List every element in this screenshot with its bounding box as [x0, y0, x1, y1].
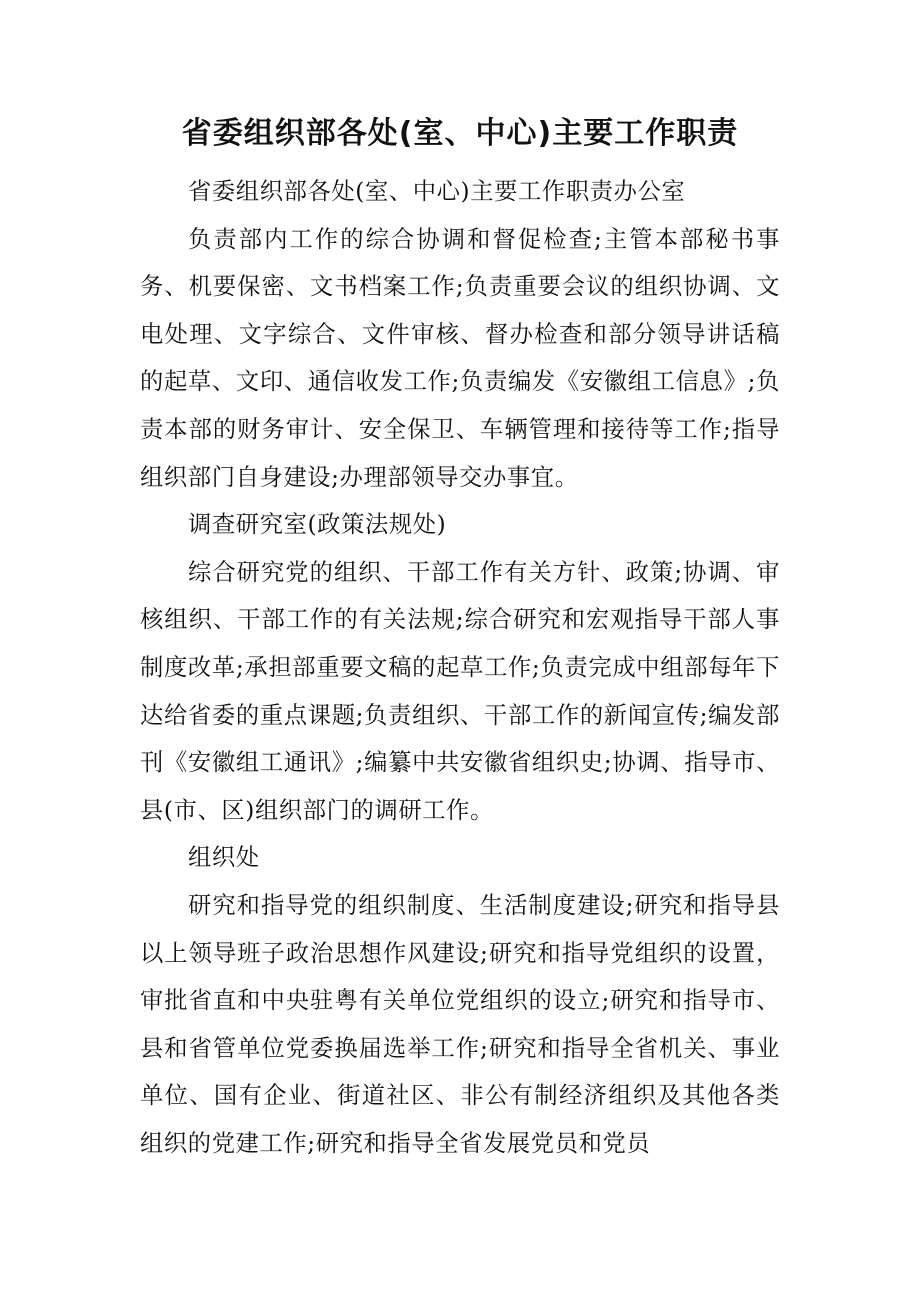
- paragraph-office-duties: 负责部内工作的综合协调和督促检查;主管本部秘书事务、机要保密、文书档案工作;负责重要会议的组织协调、文电处理、文字综合、文件审核、督办检查和部分领导讲话稿的起草、文印、通信收发工作;负责编发《安徽组工信息》;负责本部的财务审计、安全保卫、车辆管理和接待等工作;指导组织部门自身建设;办理部领导交办事宜。: [140, 225, 780, 491]
- section-heading-organization-division: 组织处: [188, 844, 260, 872]
- paragraph-organization-duties: 研究和指导党的组织制度、生活制度建设;研究和指导县以上领导班子政治思想作风建设;研究和指导党组织的设置，审批省直和中央驻粤有关单位党组织的设立;研究和指导市、县和省管单位党委换届选举工作;研究和指导全省机关、事业单位、国有企业、街道社区、非公有制经济组织及其他各类组织的党建工作;研究和指导全省发展党员和党员: [140, 891, 780, 1157]
- paragraph-research-duties: 综合研究党的组织、干部工作有关方针、政策;协调、审核组织、干部工作的有关法规;综合研究和宏观指导干部人事制度改革;承担部重要文稿的起草工作;负责完成中组部每年下达给省委的重点课题;负责组织、干部工作的新闻宣传;编发部刊《安徽组工通讯》;编纂中共安徽省组织史;协调、指导市、县(市、区)组织部门的调研工作。: [140, 558, 780, 824]
- section-heading-research-office: 调查研究室(政策法规处): [188, 511, 447, 539]
- document-body: [140, 168, 780, 1167]
- section-heading-office: 省委组织部各处(室、中心)主要工作职责办公室: [188, 178, 686, 205]
- document-title: 省委组织部各处(室、中心)主要工作职责: [181, 116, 739, 151]
